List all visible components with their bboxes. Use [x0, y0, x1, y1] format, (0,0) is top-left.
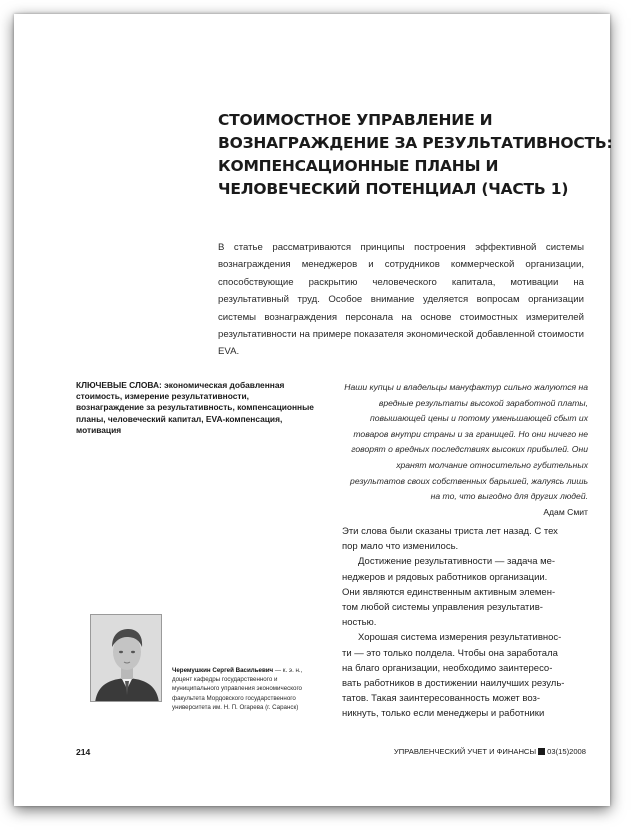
- journal-footer: [394, 747, 586, 756]
- body-line: Достижение результативности — задача ме-: [358, 556, 556, 568]
- title-line: КОМПЕНСАЦИОННЫЕ ПЛАНЫ И: [218, 157, 499, 175]
- body-line: татов. Такая заинтересованность может воз-: [342, 693, 541, 705]
- square-separator-icon: [538, 748, 545, 755]
- journal-name: УПРАВЛЕНЧЕСКИЙ УЧЕТ И ФИНАНСЫ: [393, 747, 537, 756]
- body-line: ностью.: [342, 617, 377, 629]
- body-line: вать работников в достижении наилучших резуль-: [342, 678, 565, 690]
- article-title: [218, 109, 613, 201]
- epigraph-author: Адам Смит: [543, 506, 588, 517]
- body-line: на благо организации, необходимо заинтересо-: [342, 662, 553, 674]
- journal-issue: 03(15)2008: [547, 747, 586, 756]
- title-line: СТОИМОСТНОЕ УПРАВЛЕНИЕ И: [218, 111, 493, 129]
- body-line: Эти слова были сказаны триста лет назад. С тех: [342, 526, 558, 537]
- body-line: неджеров и рядовых работников организации.: [342, 571, 548, 583]
- author-photo: [90, 614, 162, 702]
- author-name: Черемушкин Сергей Васильевич: [172, 667, 274, 674]
- body-line: никнуть, только если менеджеры и работники: [342, 708, 545, 720]
- article-abstract: В статье рассматриваются принципы построения эффективной системы вознаграждения менеджеров и сотрудников коммерческой организации, способствующие раскрытию человеческого капитала, мотивации на результативный труд. Особое внимание уделяется вопросам организации системы вознаграждения персонала на основе стоимостных измерителей результативности на примере показателя экономической добавленной стоимости EVA.: [218, 242, 584, 358]
- body-line: Они являются единственным активным элемен-: [342, 586, 556, 598]
- page-number: 214: [76, 747, 91, 757]
- body-paragraph: [342, 630, 588, 721]
- article-body: [342, 524, 588, 722]
- author-portrait-image: [91, 615, 162, 702]
- body-paragraph: [342, 554, 588, 630]
- author-info: [172, 666, 322, 712]
- body-line: том любой системы управления результатив-: [342, 602, 543, 614]
- epigraph-quote: Наши купцы и владельцы мануфактур сильно жалуются на вредные результаты высокой заработной платы, повышающей цены и потому уменьшающей сбыт их товаров внутри страны и за границей. Но они ничего не говорят о вредных последствиях высоких прибылей. Они хранят молчание относительно губительных результатов своих собственных барышей, жалуясь лишь на то, что выгодно для других людей.: [344, 382, 588, 502]
- epigraph: [342, 380, 588, 519]
- journal-page: [14, 14, 613, 806]
- author-details: — к. э. н., доцент кафедры государственного и муниципального управления экономического факультета Мордовского государственного университета им. Н. П. Огарева (г. Саранск): [172, 667, 303, 711]
- body-line: пор мало что изменилось.: [342, 541, 459, 553]
- title-line: ВОЗНАГРАЖДЕНИЕ ЗА РЕЗУЛЬТАТИВНОСТЬ:: [218, 134, 613, 152]
- body-paragraph: [342, 524, 588, 554]
- body-line: ти — это только полдела. Чтобы она заработала: [342, 647, 558, 659]
- body-line: Хорошая система измерения результативнос-: [358, 632, 562, 644]
- title-line: ЧЕЛОВЕЧЕСКИЙ ПОТЕНЦИАЛ (ЧАСТЬ 1): [218, 180, 569, 198]
- keywords-block: КЛЮЧЕВЫЕ СЛОВА: экономическая добавленная стоимость, измерение результативности, вознаграждение за результативность, компенсационные планы, человеческий капитал, EVA-компенсация, мотивация: [76, 380, 314, 435]
